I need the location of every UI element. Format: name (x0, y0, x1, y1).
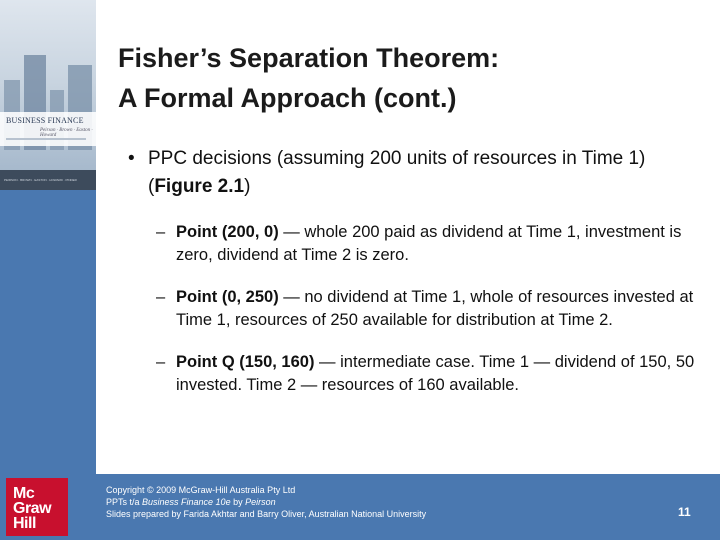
logo-line: Mc (13, 485, 35, 502)
slide-body (118, 145, 708, 396)
footer-ppts-by: by (230, 497, 246, 507)
sub-bullet-label: Point Q (150, 160) (176, 353, 315, 371)
sub-bullet-label: Point (0, 250) (176, 288, 279, 306)
bullet-marker: • (128, 148, 135, 169)
sub-bullet-item (118, 351, 708, 396)
sub-bullet-marker: – (156, 288, 166, 306)
footer-ppts-line (106, 496, 426, 508)
sub-bullet-text: — no dividend at Time 1, whole of resources invested at Time 1, resources of 250 available for distribution at Time 2. (176, 288, 694, 329)
footer-prepared-by: Slides prepared by Farida Akhtar and Barry Oliver, Australian National University (106, 509, 427, 519)
sub-bullet-text: — intermediate case. Time 1 — dividend of 150, 50 invested. Time 2 — resources of 160 available. (176, 353, 695, 394)
cover-subtitle: Peirson · Brown · Easton · Howard (40, 128, 93, 138)
title-line-2: A Formal Approach (cont.) (118, 83, 457, 113)
title-line-1: Fisher’s Separation Theorem: (118, 43, 500, 73)
footer-copyright: Copyright © 2009 McGraw-Hill Australia Pty Ltd (106, 485, 296, 495)
cover-publisher-strip (0, 170, 96, 190)
logo-line: Graw (13, 500, 52, 517)
bullet-item (118, 145, 708, 201)
slide-title (118, 38, 698, 118)
footer-ppts-prefix: PPTs t/a (106, 497, 143, 507)
bullet-figure-ref: Figure 2.1 (154, 176, 245, 197)
sub-bullet-marker: – (156, 223, 166, 241)
cover-title: BUSINESS FINANCE (6, 116, 84, 125)
book-cover-image (0, 0, 96, 190)
cover-rule (6, 138, 86, 140)
footer-author: Peirson (245, 497, 276, 507)
sub-bullet-marker: – (156, 353, 166, 371)
mcgraw-hill-logo (6, 478, 68, 536)
footer-book-title: Business Finance 10e (142, 497, 231, 507)
sub-bullet-item (118, 221, 708, 266)
sub-bullet-text: — whole 200 paid as dividend at Time 1, investment is zero, dividend at Time 2 is zero. (176, 223, 682, 264)
footer-credits (106, 484, 426, 520)
sub-bullet-item (118, 286, 708, 331)
page-number: 11 (678, 505, 691, 519)
cover-publisher-text: PEIRSON · BROWN · EASTON · HOWARD · PINDER (4, 178, 77, 182)
sub-bullet-label: Point (200, 0) (176, 223, 279, 241)
bullet-text: PPC decisions (assuming 200 units of resources in Time 1) ( (148, 148, 646, 197)
logo-line: Hill (13, 515, 36, 532)
bullet-text-end: ) (244, 176, 251, 197)
